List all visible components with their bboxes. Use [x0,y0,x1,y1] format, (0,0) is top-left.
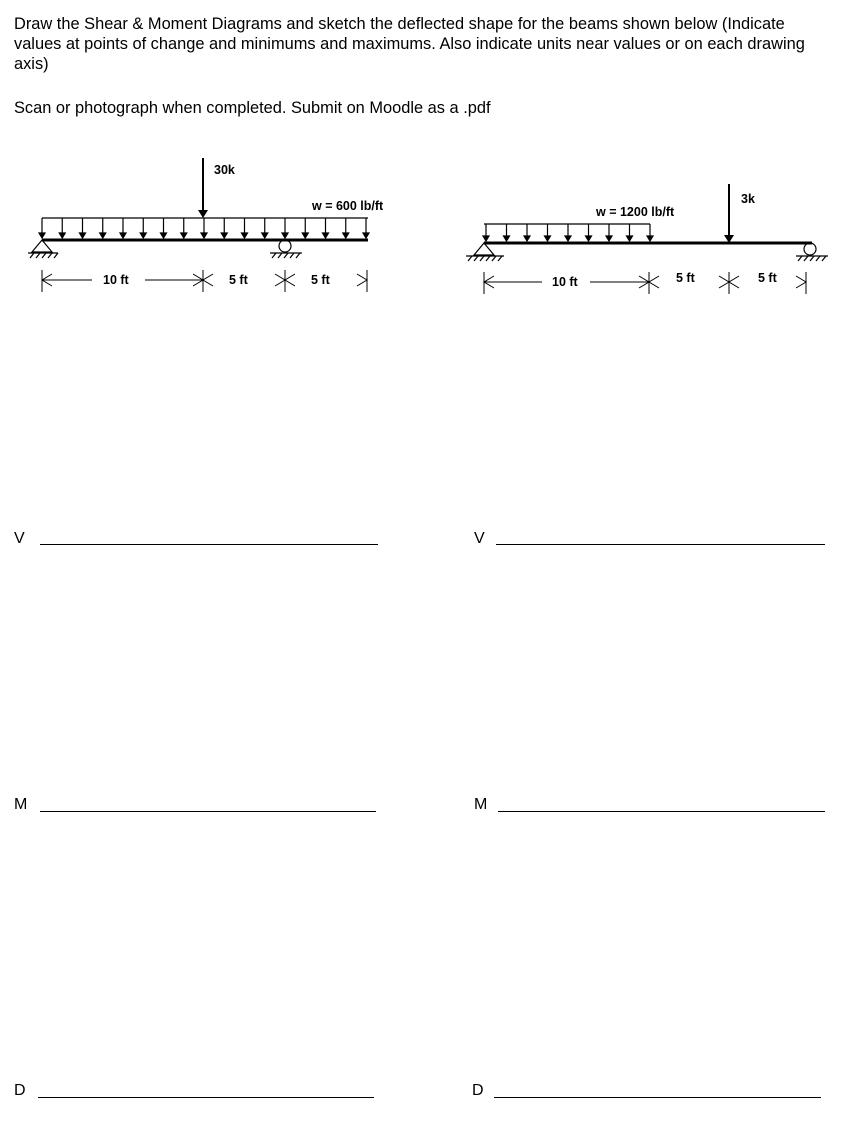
distributed-load-label: w = 1200 lb/ft [596,205,675,219]
point-load-label: 30k [214,163,235,177]
moment-axis-right[interactable] [498,811,825,812]
load-arrow-head [565,236,571,241]
dim-label: 10 ft [552,275,578,289]
instructions-text: Draw the Shear & Moment Diagrams and sketch the deflected shape for the beams shown below (Indicate values at points of change and minimums and maximums. Also indicate units near values or on each drawing axis) [14,15,805,73]
load-arrow-head [504,236,510,241]
beam-diagram-2 [0,0,850,320]
load-arrow-head [647,236,653,241]
shear-axis-left[interactable] [40,544,378,545]
shear-axis-right[interactable] [496,544,825,545]
dim-label: 10 ft [103,273,129,287]
deflection-axis-left[interactable] [38,1097,374,1098]
moment-label-left: M [14,796,28,813]
dim-label: 5 ft [676,271,695,285]
deflection-axis-right[interactable] [494,1097,821,1098]
dim-label: 5 ft [758,271,777,285]
submit-instructions: Scan or photograph when completed. Submit on Moodle as a .pdf [14,99,491,117]
load-arrow-head [586,236,592,241]
shear-label-right: V [474,530,485,547]
moment-label-right: M [474,796,488,813]
deflection-label-right: D [472,1082,484,1099]
point-load-label: 3k [741,192,755,206]
moment-axis-left[interactable] [40,811,376,812]
load-arrow-head [606,236,612,241]
load-arrow-head [627,236,633,241]
deflection-label-left: D [14,1082,26,1099]
distributed-load-arrows [483,224,653,241]
distributed-load-label: w = 600 lb/ft [312,199,384,213]
load-arrow-head [483,236,489,241]
shear-label-left: V [14,530,25,547]
load-arrow-head [545,236,551,241]
roller-support [796,243,828,261]
dim-label: 5 ft [229,273,248,287]
dim-label: 5 ft [311,273,330,287]
pin-support [466,243,504,261]
load-arrow-head [524,236,530,241]
